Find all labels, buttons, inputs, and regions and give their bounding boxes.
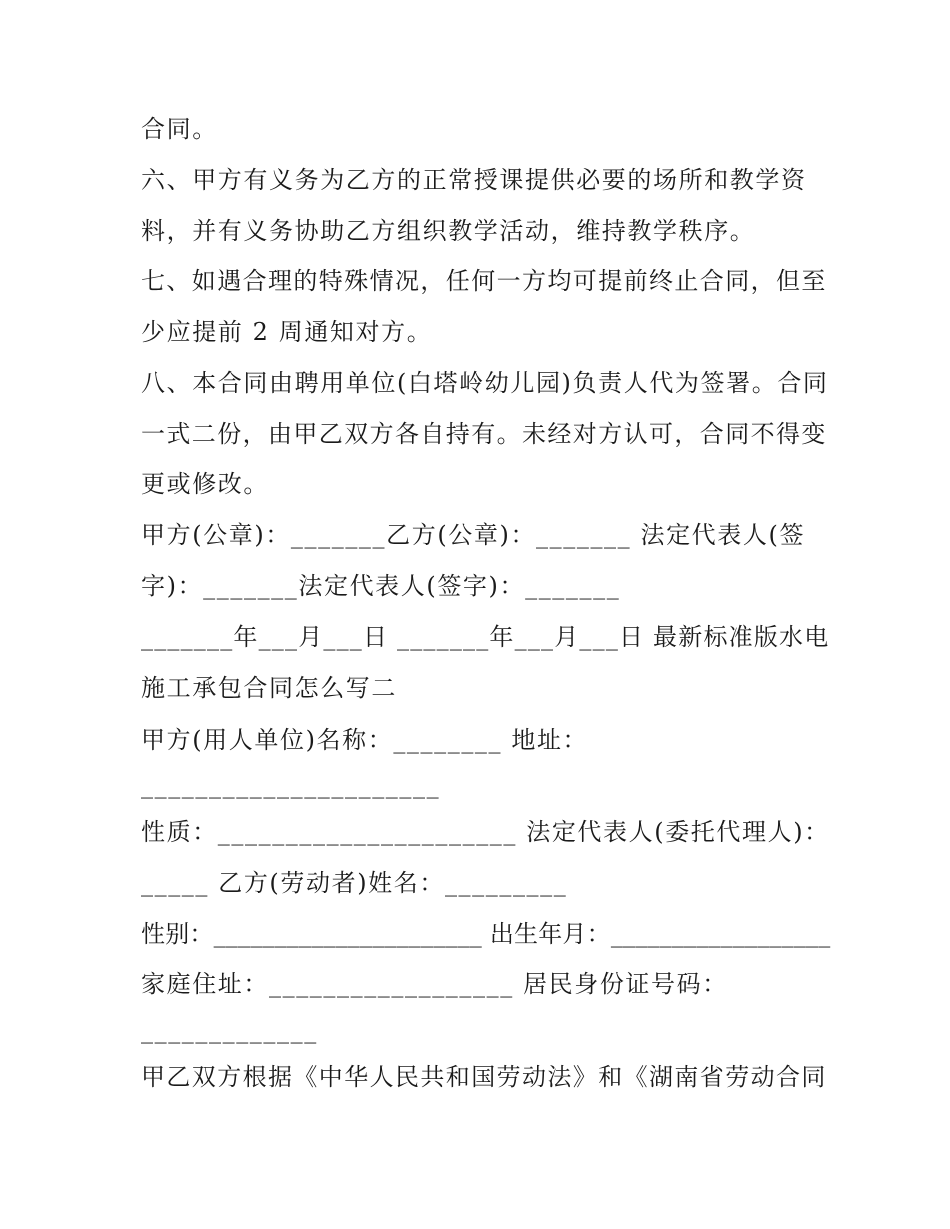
text-line: 甲方(用人单位)名称：________ 地址： [141,726,589,754]
text-line: ______________________ [141,771,441,799]
text-line: 甲方(公章)：_______乙方(公章)：_______ 法定代表人(签 [141,521,806,549]
text-line: 合同。 [141,115,218,143]
text-line: 性别：______________________ 出生年月：__________________ [141,920,831,948]
text-line: 更或修改。 [141,470,269,498]
text-line: 一式二份，由甲乙双方各自持有。未经对方认可，合同不得变 [141,420,827,448]
text-line: 七、如遇合理的特殊情况，任何一方均可提前终止合同，但至 [141,267,827,295]
text-line: 施工承包合同怎么写二 [141,674,397,702]
text-line: 性质：______________________ 法定代表人(委托代理人)： [141,818,830,846]
text-line: _____ 乙方(劳动者)姓名：_________ [141,869,568,897]
text-line: 料，并有义务协助乙方组织教学活动，维持教学秩序。 [141,217,756,245]
text-line: 家庭住址：__________________ 居民身份证号码： [141,970,728,998]
text-line: _____________ [141,1016,318,1044]
text-line: _______年___月___日 _______年___月___日 最新标准版水电 [141,623,830,651]
text-line: 六、甲方有义务为乙方的正常授课提供必要的场所和教学资 [141,166,807,194]
text-line: 少应提前 2 周通知对方。 [141,318,433,346]
text-line: 字)：_______法定代表人(签字)：_______ [141,572,621,600]
text-line: 八、本合同由聘用单位(白塔岭幼儿园)负责人代为签署。合同 [141,369,829,397]
text-line: 甲乙双方根据《中华人民共和国劳动法》和《湖南省劳动合同 [141,1063,827,1091]
